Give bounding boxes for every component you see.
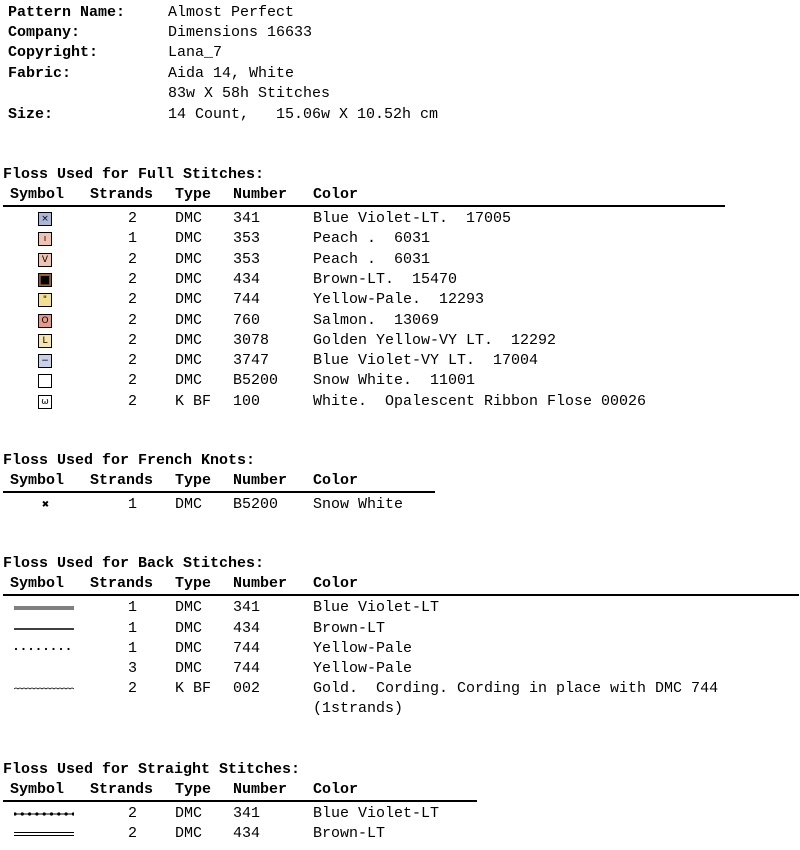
symbol-swatch: L	[38, 334, 52, 348]
col-header-type: Type	[175, 186, 212, 203]
type-value: DMC	[175, 372, 203, 390]
strands-value: 2	[128, 250, 138, 268]
symbol-swatch: V	[38, 253, 52, 267]
col-header-strands: Strands	[90, 781, 154, 798]
company-label: Company:	[8, 24, 81, 41]
section-title: Floss Used for Full Stitches:	[3, 166, 265, 183]
header-rule	[3, 800, 477, 802]
color-value: Gold. Cording. Cording in place with DMC 744	[313, 680, 719, 697]
type-value: DMC	[175, 496, 203, 513]
color-value: Brown-LT	[313, 619, 386, 637]
col-header-color: Color	[313, 472, 359, 489]
number-value: 3078	[233, 331, 270, 349]
number-value: 434	[233, 270, 261, 288]
type-value: DMC	[175, 311, 203, 329]
strands-value: 2	[128, 210, 138, 227]
symbol-swatch: −	[38, 354, 52, 368]
number-value: 341	[233, 599, 261, 616]
col-header-number: Number	[233, 186, 288, 203]
col-header-type: Type	[175, 781, 212, 798]
strands-value: 3	[128, 659, 138, 677]
col-header-symbol: Symbol	[10, 575, 65, 592]
number-value: 100	[233, 392, 261, 410]
col-header-number: Number	[233, 472, 288, 489]
col-header-symbol: Symbol	[10, 781, 65, 798]
color-value: Blue Violet-LT	[313, 805, 440, 822]
color-value: Salmon. 13069	[313, 311, 440, 329]
section-title: Floss Used for French Knots:	[3, 452, 256, 469]
pattern-name-label: Pattern Name:	[8, 4, 126, 21]
color-value: Blue Violet-LT	[313, 599, 440, 616]
col-header-strands: Strands	[90, 575, 154, 592]
number-value: 002	[233, 680, 261, 697]
symbol-swatch: ■	[39, 272, 51, 286]
symbol-swatch	[38, 374, 52, 388]
color-value-cont: (1strands)	[313, 700, 404, 717]
strands-value: 2	[128, 392, 138, 410]
color-value: Blue Violet-LT. 17005	[313, 210, 512, 227]
color-value: Peach . 6031	[313, 250, 431, 268]
type-value: DMC	[175, 825, 203, 842]
fabric-value: Aida 14, White	[168, 65, 295, 82]
type-value: DMC	[175, 291, 203, 309]
french-knot-mark: ✖	[42, 498, 50, 512]
company-value: Dimensions 16633	[168, 24, 313, 41]
symbol-swatch: ı	[38, 232, 52, 246]
line-style-symbol	[14, 644, 74, 654]
color-value: Golden Yellow-VY LT. 12292	[313, 331, 557, 349]
color-value: Yellow-Pale. 12293	[313, 291, 485, 309]
strands-value: 1	[128, 599, 138, 616]
col-header-color: Color	[313, 575, 359, 592]
number-value: B5200	[233, 496, 279, 513]
color-value: Yellow-Pale	[313, 639, 413, 657]
col-header-type: Type	[175, 575, 212, 592]
line-style-symbol	[14, 603, 74, 613]
strands-value: 1	[128, 639, 138, 657]
type-value: K BF	[175, 680, 212, 697]
symbol-swatch: "	[38, 293, 52, 307]
number-value: 744	[233, 659, 261, 677]
symbol-swatch: ×	[38, 212, 52, 226]
header-rule	[3, 594, 799, 596]
type-value: DMC	[175, 270, 203, 288]
number-value: 341	[233, 805, 261, 822]
strands-value: 2	[128, 805, 138, 822]
color-value: Blue Violet-VY LT. 17004	[313, 352, 539, 370]
copyright-label: Copyright:	[8, 44, 99, 61]
number-value: 760	[233, 311, 261, 329]
strands-value: 2	[128, 291, 138, 309]
number-value: 353	[233, 250, 261, 268]
header-rule	[3, 205, 725, 207]
type-value: DMC	[175, 619, 203, 637]
line-style-symbol	[14, 809, 74, 819]
section-title: Floss Used for Straight Stitches:	[3, 761, 301, 778]
strands-value: 2	[128, 680, 138, 697]
col-header-symbol: Symbol	[10, 472, 65, 489]
strands-value: 2	[128, 372, 138, 390]
col-header-number: Number	[233, 575, 288, 592]
number-value: 341	[233, 210, 261, 227]
type-value: K BF	[175, 392, 212, 410]
strands-value: 2	[128, 311, 138, 329]
type-value: DMC	[175, 805, 203, 822]
color-value: Yellow-Pale	[313, 659, 413, 677]
type-value: DMC	[175, 230, 203, 248]
size-value: 14 Count, 15.06w X 10.52h cm	[168, 106, 439, 123]
copyright-value: Lana_7	[168, 44, 223, 61]
line-style-symbol	[14, 684, 74, 694]
symbol-swatch: ω	[38, 395, 52, 409]
strands-value: 2	[128, 331, 138, 349]
type-value: DMC	[175, 599, 203, 616]
type-value: DMC	[175, 659, 203, 677]
color-value: Snow White. 11001	[313, 372, 476, 390]
pattern-name-value: Almost Perfect	[168, 4, 295, 21]
type-value: DMC	[175, 639, 203, 657]
color-value: Brown-LT. 15470	[313, 270, 458, 288]
symbol-swatch: O	[38, 314, 52, 328]
strands-value: 2	[128, 825, 138, 842]
type-value: DMC	[175, 250, 203, 268]
number-value: 434	[233, 825, 261, 842]
fabric-label: Fabric:	[8, 65, 72, 82]
col-header-color: Color	[313, 186, 359, 203]
col-header-color: Color	[313, 781, 359, 798]
line-style-symbol	[14, 624, 74, 634]
strands-value: 2	[128, 270, 138, 288]
strands-value: 1	[128, 230, 138, 248]
col-header-strands: Strands	[90, 186, 154, 203]
header-rule	[3, 491, 435, 493]
strands-value: 1	[128, 619, 138, 637]
size-label: Size:	[8, 106, 54, 123]
col-header-number: Number	[233, 781, 288, 798]
color-value: Peach . 6031	[313, 230, 431, 248]
type-value: DMC	[175, 352, 203, 370]
number-value: B5200	[233, 372, 279, 390]
color-value: White. Opalescent Ribbon Flose 00026	[313, 392, 647, 410]
col-header-type: Type	[175, 472, 212, 489]
type-value: DMC	[175, 210, 203, 227]
color-value: Snow White	[313, 496, 404, 513]
col-header-strands: Strands	[90, 472, 154, 489]
number-value: 3747	[233, 352, 270, 370]
number-value: 434	[233, 619, 261, 637]
type-value: DMC	[175, 331, 203, 349]
col-header-symbol: Symbol	[10, 186, 65, 203]
color-value: Brown-LT	[313, 825, 386, 842]
section-title: Floss Used for Back Stitches:	[3, 555, 265, 572]
fabric-stitches: 83w X 58h Stitches	[168, 85, 331, 102]
line-style-symbol	[14, 829, 74, 839]
strands-value: 1	[128, 496, 138, 513]
number-value: 744	[233, 291, 261, 309]
strands-value: 2	[128, 352, 138, 370]
number-value: 353	[233, 230, 261, 248]
number-value: 744	[233, 639, 261, 657]
